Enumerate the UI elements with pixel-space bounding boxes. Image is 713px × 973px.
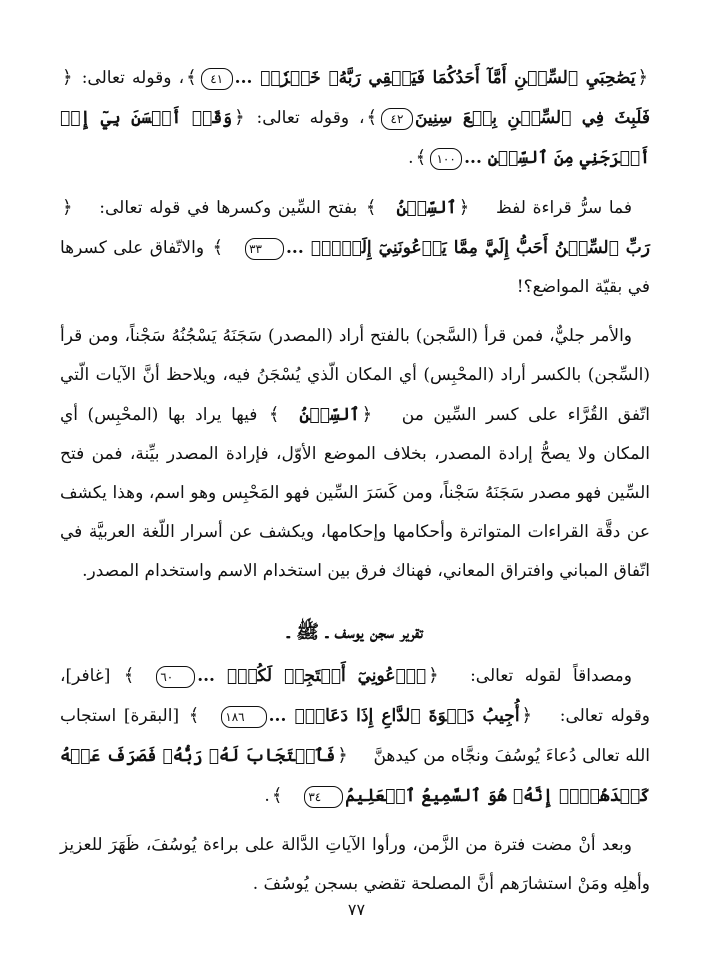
quran-verse-text: ٱلسِّجۡنُ [396, 198, 457, 218]
quran-bracket: ﴿ [234, 107, 245, 128]
quran-bracket: ﴾ [366, 107, 377, 128]
quran-bracket: ﴾ [271, 785, 283, 806]
quran-verse-text: يَصَٰحِبَيِ ٱلسِّجۡنِ أَمَّآ أَحَدُكُمَا فَيَسۡقِي رَبَّهُۥ خَمۡرٗاۖ ... [234, 68, 636, 88]
quran-verse-text: فَٱسۡتَجَابَ لَهُۥ رَبُّهُۥ فَصَرَفَ عَنۡهُ كَيۡدَهُنَّۚ إِنَّهُۥ هُوَ ٱلسَّمِيعُ ٱلۡعَلِيمُ [60, 746, 650, 806]
quran-bracket: ﴾ [365, 197, 377, 218]
paragraph-text: وبعد أنْ مضت فترة من الزَّمن، ورأوا الآياتِ الدَّالة على براءة يُوسُفَ، ظَهَرَ للعزيز وأهلِه ومَنْ استشارَهم أنَّ المصلحة تقضي بسجن يُوسُفَ . [60, 835, 650, 894]
ayah-number: ٣٤ [304, 786, 343, 808]
paragraph-text: والاتّفاق على كسرها في بقيّة المواضع؟! [60, 238, 650, 297]
ayah-number: ١٨٦ [221, 706, 266, 728]
quran-bracket: ﴿ [361, 404, 373, 425]
ayah-number: ٤١ [201, 68, 233, 90]
paragraph-text: فما سرُّ قراءة لفظ [489, 198, 632, 218]
paragraph-1 [60, 58, 650, 178]
page-body [60, 58, 650, 914]
quran-verse-text: رَبِّ ٱلسِّجۡنُ أَحَبُّ إِلَيَّ مِمَّا يَدۡعُونَنِيٓ إِلَيۡهِۖ ... [285, 238, 651, 258]
paragraph-text: فيها يراد بها (المحْبِس) أي المكان ولا يصحُّ إرادة المصدر، بخلاف الموضع الأوّل، فإرادة المصدر بيِّنة، فمن فتح السِّين فهو مصدر سَجَنَهُ سَجْناً، ومن كَسَرَ السِّين فهو المَحْبِس وهو اسم، وهذا يكشف عن دقَّة القراءات المتواترة وأحكامها وإحكامها، ويكشف عن أسرار اللّغة العربيَّة في اتّفاق المباني وافتراق المعاني، فهناك فرق بين استخدام الاسم واستخدام المصدر. [60, 405, 650, 581]
quran-verse-text: فَلَبِثَ فِي ٱلسِّجۡنِ بِضۡعَ سِنِينَ [414, 108, 650, 128]
quran-bracket: ﴿ [62, 197, 73, 218]
paragraph-2 [60, 188, 650, 307]
paragraph-4 [60, 656, 650, 816]
quran-bracket: ﴿ [521, 705, 533, 726]
quran-bracket: ﴿ [428, 665, 439, 686]
quran-verse-text: أُجِيبُ دَعۡوَةَ ٱلدَّاعِ إِذَا دَعَانِۖ ... [268, 706, 520, 726]
quran-bracket: ﴿ [337, 745, 348, 766]
paragraph-text: . [408, 148, 414, 168]
paragraph-text: ، وقوله تعالى: [246, 108, 365, 128]
quran-bracket: ﴿ [637, 67, 648, 88]
page-number: ٧٧ [347, 900, 366, 919]
quran-bracket: ﴿ [458, 197, 470, 218]
section-heading: تقرير سجن يوسف ـ ﷺ ـ [287, 621, 423, 643]
ayah-number: ٣٣ [245, 238, 284, 260]
paragraph-text: . [264, 786, 270, 806]
quran-bracket: ﴾ [268, 404, 280, 425]
paragraph-text: [البقرة] استجاب الله تعالى دُعاءَ يُوسُفَ ونجَّاه من كيدهنَّ [60, 706, 650, 766]
quran-verse-text: وَقَدۡ أَحۡسَنَ بِيٓ إِذۡ أَخۡرَجَنِي مِنَ ٱلسِّجۡنِ ... [60, 108, 650, 168]
paragraph-5 [60, 826, 650, 904]
paragraph-text: والأمر جليٌّ، فمن قرأ (السَّجن) بالفتح أراد (المصدر) سَجَنَهُ يَسْجُنُهُ سَجْناً، ومن قرأ (السِّجن) بالكسر أراد (المحْبِس) أي المكان الّذي يُسْجَنُ فيه، ويلاحظ أنَّ الآيات الّتي اتّفق القُرَّاء على كسر السِّين من [60, 326, 650, 425]
quran-bracket: ﴾ [123, 665, 135, 686]
ayah-number: ٤٢ [381, 108, 413, 130]
paragraph-text: ومصداقاً لقوله تعالى: [458, 666, 632, 686]
paragraph-text: بفتح السِّين وكسرها في قوله تعالى: [92, 198, 364, 218]
quran-bracket: ﴿ [62, 67, 73, 88]
quran-verse-text: ٱلسِّجۡنُ [299, 405, 360, 425]
quran-bracket: ﴾ [415, 147, 427, 168]
paragraph-text: ، وقوله تعالى: [74, 68, 185, 88]
quran-bracket: ﴾ [212, 237, 224, 258]
quran-bracket: ﴾ [188, 705, 200, 726]
paragraph-3 [60, 317, 650, 591]
paragraph-text: [غافر]، وقوله تعالى: [60, 666, 650, 726]
ayah-number: ٦٠ [156, 666, 195, 688]
ayah-number: ١٠٠ [430, 148, 462, 170]
quran-verse-text: ٱدۡعُونِيٓ أَسۡتَجِبۡ لَكُمۡۚ ... [197, 666, 427, 686]
quran-bracket: ﴾ [186, 67, 197, 88]
